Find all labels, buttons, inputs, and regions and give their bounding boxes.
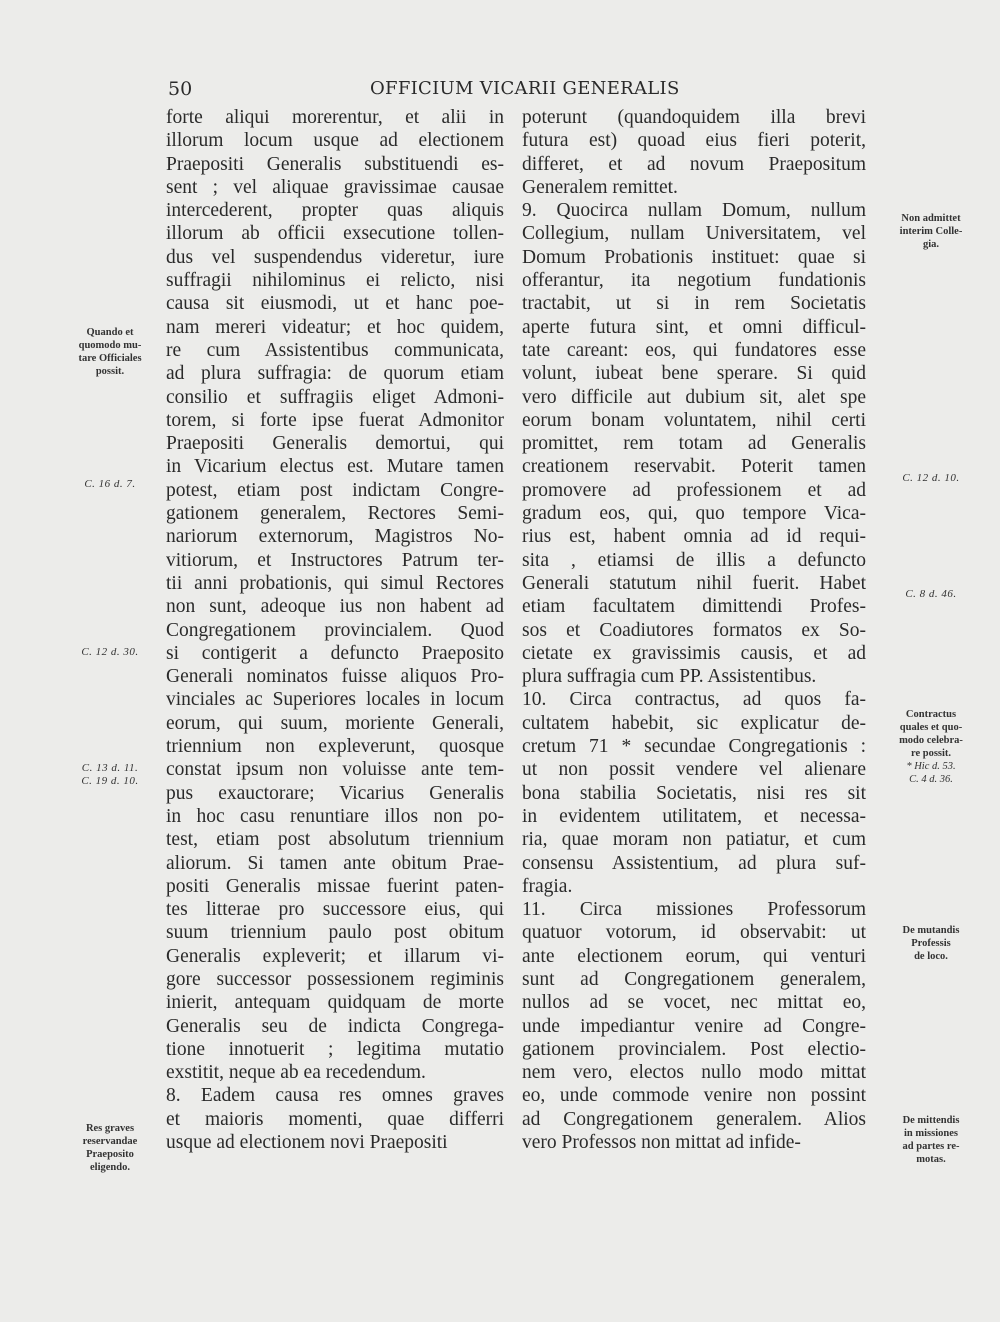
text-line: creationem reservabit. Poterit tamen — [522, 456, 866, 478]
text-line: illorum locum usque ad electionem — [166, 130, 504, 152]
text-line: ut non possit vendere vel alienare — [522, 759, 866, 781]
text-line: vero difficile aut dubium sit, alet spe — [522, 386, 866, 408]
text-line: consensu Assistentium, ad plura suf- — [522, 852, 866, 874]
margin-note-line: C. 19 d. 10. — [81, 775, 139, 787]
text-line: suum triennium paulo post obitum — [166, 922, 504, 944]
text-line: gore successor possessionem regiminis — [166, 968, 504, 990]
margin-note-line: Res graves — [85, 1123, 135, 1134]
margin-note-line: * Hic d. 53. — [906, 761, 956, 772]
text-line: tate careant: eos, qui fundatores esse — [522, 339, 866, 361]
text-line: fragia. — [522, 875, 573, 897]
margin-note-line: reservandae — [82, 1136, 138, 1147]
right-margin-sidenote — [876, 212, 986, 251]
text-line: tione innotuerit ; legitima mutatio — [166, 1038, 504, 1060]
text-line: rius est, habent omnia ad id requi- — [522, 526, 866, 548]
text-line: usque ad electionem novi Praepositi — [166, 1132, 448, 1154]
text-line: differet, et ad novum Praepositum — [522, 153, 866, 175]
text-line: in evidentem utilitatem, et necessa- — [522, 805, 866, 827]
text-line: tii anni probationis, qui simul Rectores — [166, 572, 504, 594]
margin-note-line: interim Colle- — [899, 226, 963, 237]
text-line: 10. Circa contractus, ad quos fa- — [522, 689, 866, 711]
margin-note-line: tare Officiales — [78, 353, 142, 364]
text-line: Generalis seu de indicta Congrega- — [166, 1015, 504, 1037]
margin-note-line: C. 16 d. 7. — [84, 478, 136, 490]
text-line: cietate ex gravissimis causis, et ad — [522, 642, 866, 664]
margin-note-line: C. 13 d. 11. — [81, 762, 139, 774]
left-margin-sidenote — [60, 1122, 160, 1174]
right-margin-sidenote — [876, 924, 986, 963]
text-line: torem, si forte ipse fuerat Admonitor — [166, 409, 504, 431]
text-line: gationem provincialem. Post electio- — [522, 1038, 866, 1060]
margin-note-line: Contractus — [905, 709, 957, 720]
text-line: Congregationem provincialem. Quod — [166, 619, 504, 641]
text-line: vinciales ac Superiores locales in locum — [166, 689, 504, 711]
right-margin-sidenote — [876, 708, 986, 786]
text-line: offerantur, ita negotium fundationis — [522, 270, 866, 292]
right-margin-reference — [876, 472, 986, 485]
text-line: futura est) quoad eius fieri poterit, — [522, 130, 866, 152]
text-line: si contigerit a defuncto Praeposito — [166, 642, 504, 664]
text-line: non sunt, adeoque ius non habent ad — [166, 596, 504, 618]
text-line: vero Professos non mittat ad infide- — [522, 1132, 801, 1154]
page-number: 50 — [168, 78, 193, 100]
text-line: Praepositi Generalis demortui, qui — [166, 433, 504, 455]
text-line: Praepositi Generalis substituendi es- — [166, 153, 504, 175]
margin-note-line: possit. — [95, 366, 125, 377]
text-line: in hoc casu renuntiare illos non po- — [166, 805, 504, 827]
text-line: ante electionem eorum, qui venturi — [522, 945, 866, 967]
left-margin-reference — [60, 478, 160, 491]
text-line: 8. Eadem causa res omnes graves — [166, 1085, 504, 1107]
margin-note-line: Non admittet — [901, 213, 961, 224]
margin-note-line: eligendo. — [90, 1162, 130, 1173]
margin-note-line: C. 4 d. 36. — [909, 774, 953, 785]
running-title: OFFICIUM VICARII GENERALIS — [370, 78, 680, 99]
text-line: ad plura suffragia: de quorum etiam — [166, 363, 504, 385]
text-line: Generali nominatos fuisse aliquos Pro- — [166, 666, 504, 688]
text-line: gationem generalem, Rectores Semi- — [166, 503, 504, 525]
text-line: nullos ad se vocet, nec mittat eo, — [522, 992, 866, 1014]
text-line: quatuor votorum, id observabit: ut — [522, 922, 866, 944]
text-line: suffragii nihilominus ei relicto, nisi — [166, 270, 504, 292]
text-line: nem vero, electos nullo modo mittat — [522, 1062, 866, 1084]
text-line: causa sit eiusmodi, ut et hanc poe- — [166, 293, 504, 315]
margin-note-line: de loco. — [914, 951, 948, 962]
text-line: plura suffragia cum PP. Assistentibus. — [522, 666, 817, 688]
margin-note-line: quales et quo- — [899, 722, 963, 733]
right-margin-reference — [876, 588, 986, 601]
text-line: cultatem habebit, sic explicatur de- — [522, 712, 866, 734]
text-line: ad Congregationem generalem. Alios — [522, 1108, 866, 1130]
text-line: aperte futura sint, et omni difficul- — [522, 316, 866, 338]
text-line: re cum Assistentibus communicata, — [166, 339, 504, 361]
text-line: Domum Probationis instituet: quae si — [522, 246, 866, 268]
left-text-column — [166, 106, 504, 1154]
text-line: 11. Circa missiones Professorum — [522, 899, 866, 921]
margin-note-line: motas. — [916, 1154, 946, 1165]
text-line: tractabit, ut si in rem Societatis — [522, 293, 866, 315]
text-line: eorum bonam voluntatem, nihil certi — [522, 409, 866, 431]
text-line: poterunt (quandoquidem illa brevi — [522, 107, 866, 128]
text-line: nariorum externorum, Magistros No- — [166, 526, 504, 548]
text-line: bona stabilia Societatis, nisi res sit — [522, 782, 866, 804]
text-line: sent ; vel aliquae gravissimae causae — [166, 176, 504, 198]
left-margin-sidenote — [60, 326, 160, 378]
text-line: Generalis expleverit; et illarum vi- — [166, 945, 504, 967]
margin-note-line: C. 12 d. 30. — [81, 646, 139, 658]
text-line: volunt, iubeat bene sperare. Si quid — [522, 363, 866, 385]
text-line: cretum 71 * secundae Congregationis : — [522, 736, 866, 758]
margin-note-line: C. 8 d. 46. — [905, 588, 957, 600]
text-line: sita , etiamsi de illis a defuncto — [522, 549, 866, 571]
right-margin-sidenote — [876, 1114, 986, 1166]
text-line: gradum eos, qui, quo tempore Vica- — [522, 503, 866, 525]
text-line: inierit, antequam quidquam de morte — [166, 992, 504, 1014]
text-line: Collegium, nullam Universitatem, vel — [522, 223, 866, 245]
text-line: promovere ad professionem et ad — [522, 479, 866, 501]
text-line: test, etiam post absolutum triennium — [166, 829, 504, 851]
margin-note-line: gia. — [922, 239, 940, 250]
text-line: pus exauctorare; Vicarius Generalis — [166, 782, 504, 804]
text-line: forte aliqui morerentur, et alii in — [166, 107, 504, 128]
text-line: ria, quae moram non patiatur, et cum — [522, 829, 866, 851]
right-text-column — [522, 106, 866, 1154]
text-line: intercederent, propter quas aliquis — [166, 200, 504, 222]
margin-note-line: in missiones — [904, 1128, 958, 1139]
text-line: unde impediantur venire ad Congre- — [522, 1015, 866, 1037]
text-line: illorum ab officii exsecutione tollen- — [166, 223, 504, 245]
text-line: constat ipsum non voluisse ante tem- — [166, 759, 504, 781]
text-line: etiam facultatem dimittendi Profes- — [522, 596, 866, 618]
margin-note-line: ad partes re- — [902, 1141, 960, 1152]
text-line: vitiorum, et Instructores Patrum ter- — [166, 549, 504, 571]
text-line: sos et Coadiutores formatos ex So- — [522, 619, 866, 641]
text-line: tes litterae pro successore eius, qui — [166, 899, 504, 921]
text-line: eorum, qui suum, moriente Generali, — [166, 712, 504, 734]
text-line: triennium non expleverunt, quosque — [166, 736, 504, 758]
text-line: nam mereri videatur; et hoc quidem, — [166, 316, 504, 338]
text-line: consilio et suffragiis eliget Admoni- — [166, 386, 504, 408]
left-margin-reference — [60, 646, 160, 659]
margin-note-line: Praeposito — [86, 1149, 134, 1160]
margin-note-line: Quando et — [86, 327, 134, 338]
text-line: aliorum. Si tamen ante obitum Prae- — [166, 852, 504, 874]
text-line: positi Generalis missae fuerint paten- — [166, 875, 504, 897]
margin-note-line: Professis — [911, 938, 951, 949]
margin-note-line: De mittendis — [902, 1115, 960, 1126]
text-line: sunt ad Congregationem generalem, — [522, 968, 866, 990]
text-line: dus vel suspendendus videretur, iure — [166, 246, 504, 268]
left-margin-reference — [60, 762, 160, 788]
text-line: in Vicarium electus est. Mutare tamen — [166, 456, 504, 478]
margin-note-line: C. 12 d. 10. — [902, 472, 960, 484]
text-line: exstitit, neque ab ea recedendum. — [166, 1062, 426, 1084]
text-line: potest, etiam post indictam Congre- — [166, 479, 504, 501]
text-line: Generali statutum nihil fuerit. Habet — [522, 572, 866, 594]
text-line: Generalem remittet. — [522, 176, 678, 198]
margin-note-line: modo celebra- — [899, 735, 963, 746]
text-line: 9. Quocirca nullam Domum, nullum — [522, 200, 866, 222]
margin-note-line: De mutandis — [902, 925, 960, 936]
margin-note-line: re possit. — [910, 748, 952, 759]
text-line: et maioris momenti, quae differri — [166, 1108, 504, 1130]
margin-note-line: quomodo mu- — [78, 340, 142, 351]
text-line: eo, unde commode venire non possint — [522, 1085, 866, 1107]
text-line: promittet, rem totam ad Generalis — [522, 433, 866, 455]
